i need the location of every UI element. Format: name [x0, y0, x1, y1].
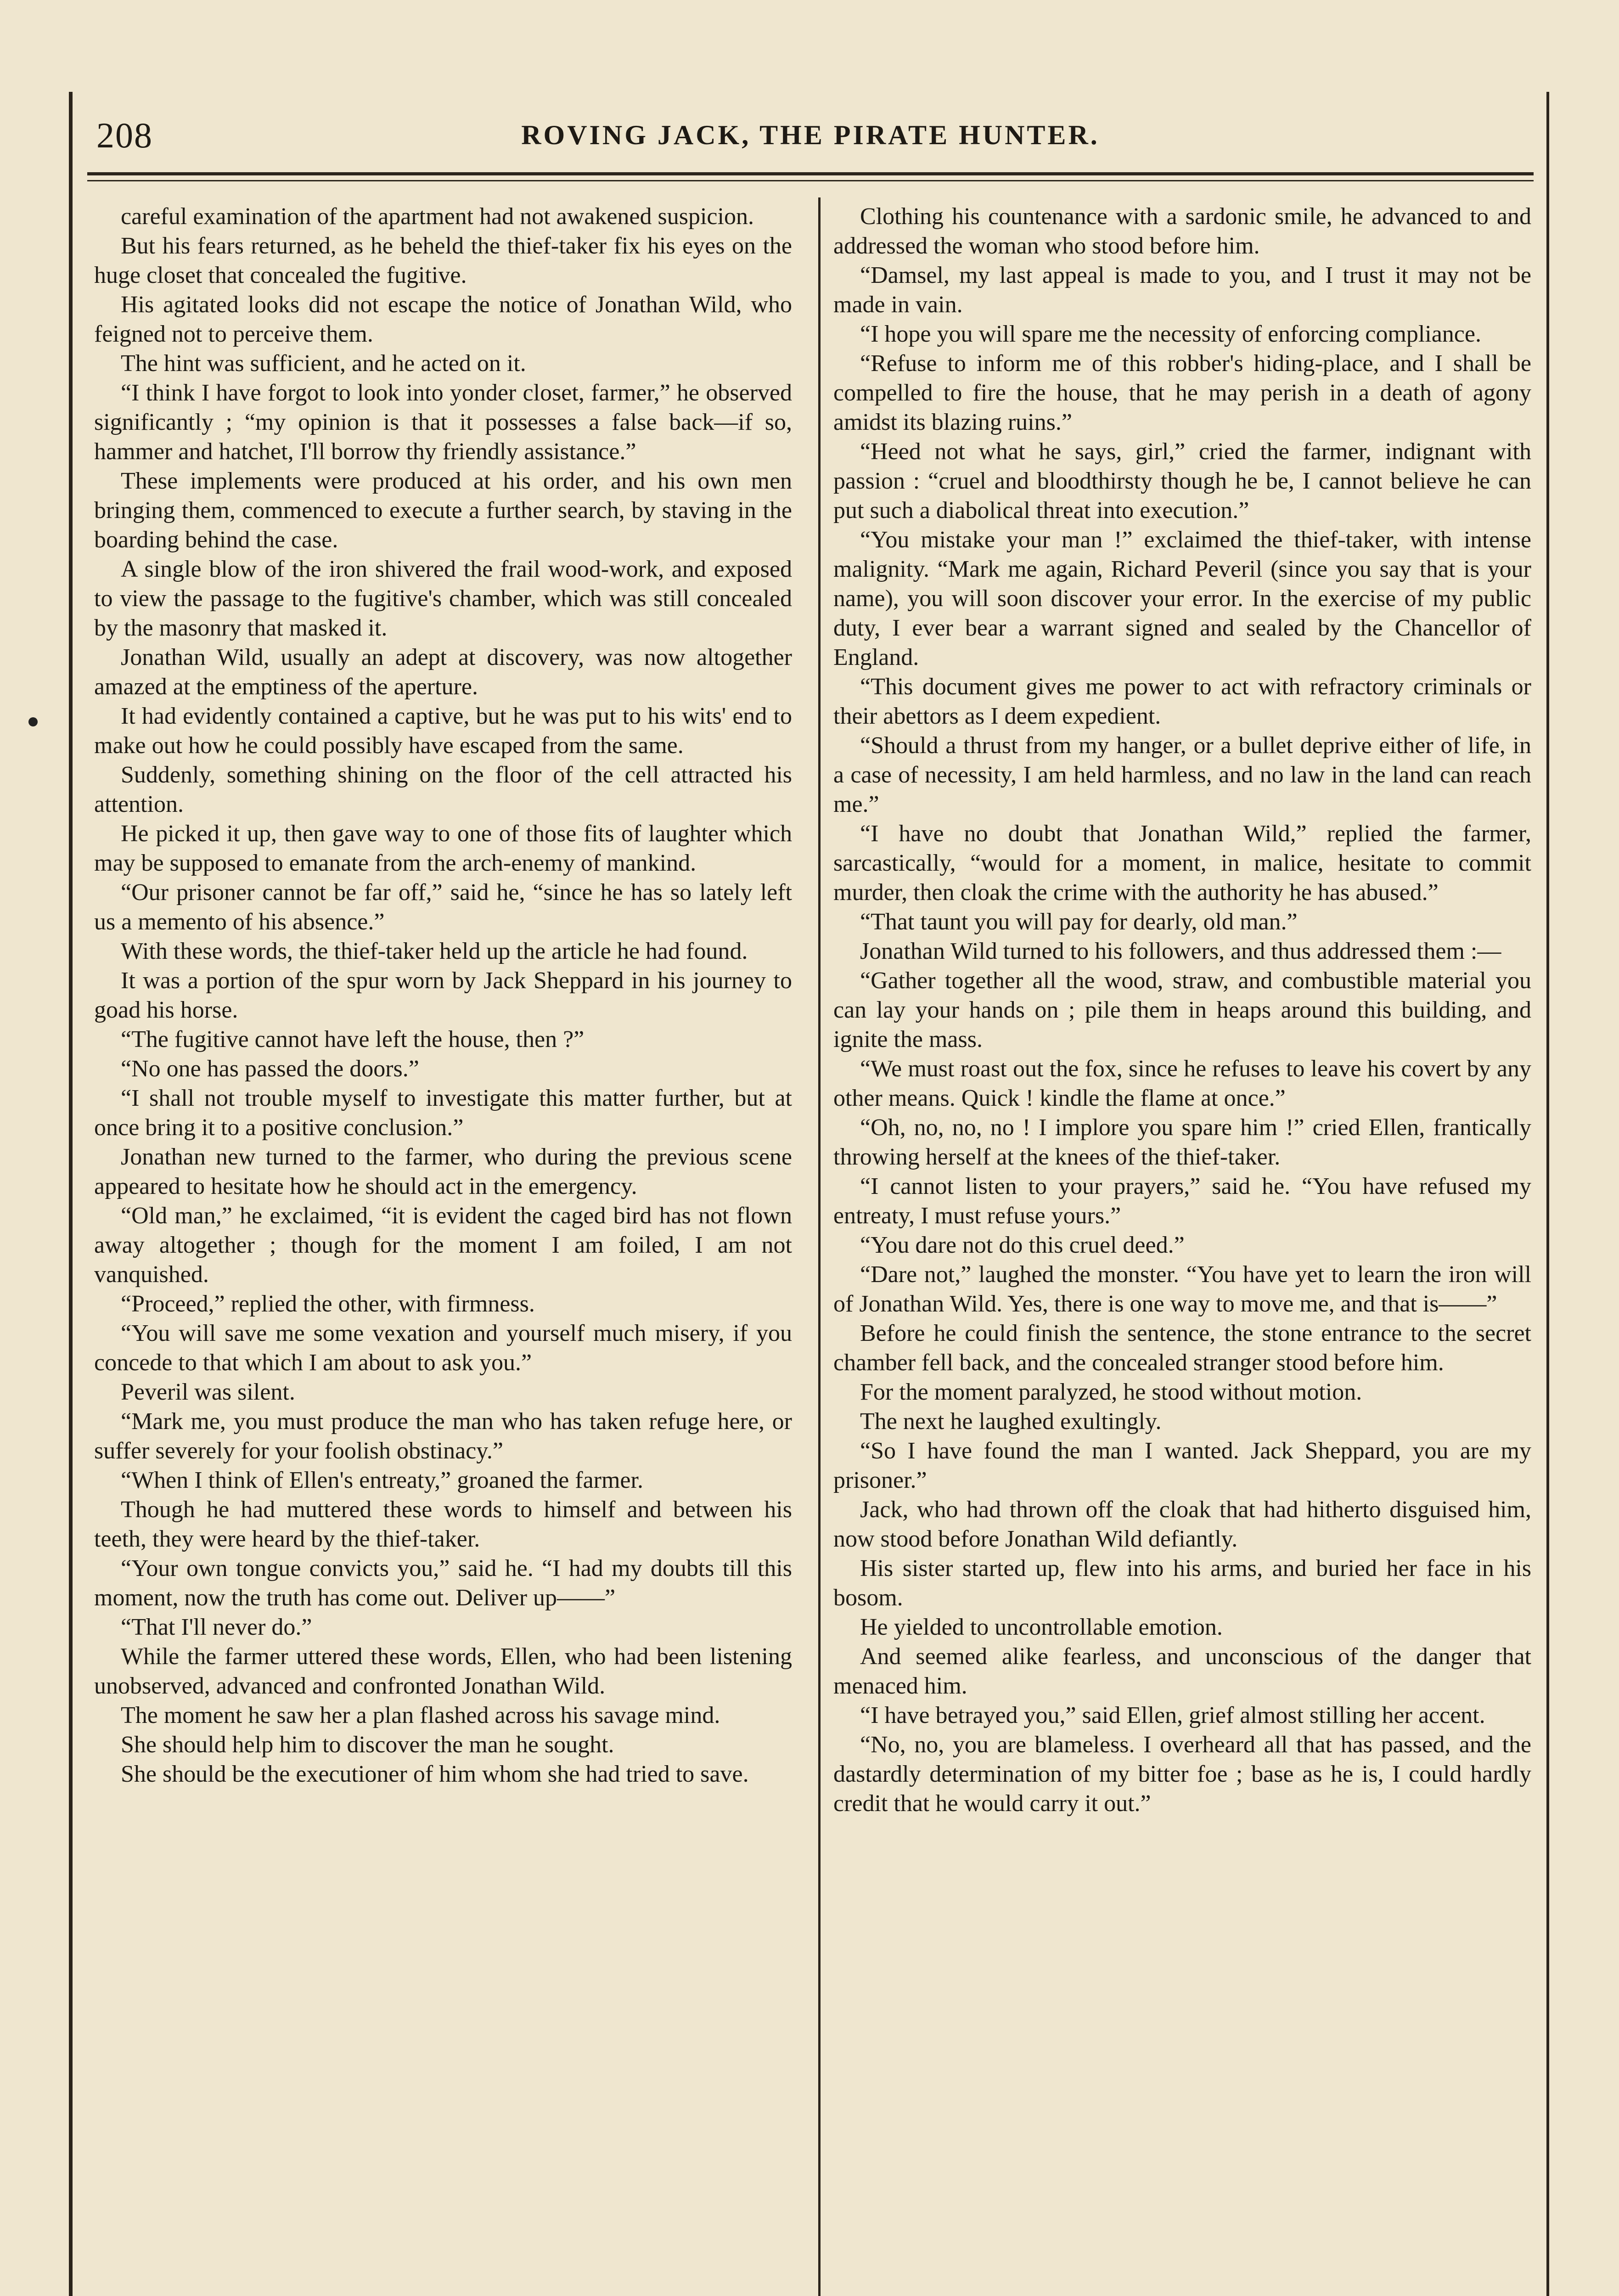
paragraph: “No, no, you are blameless. I overheard all that has passed, and the dastardly determination of my bitter foe ; base as he is, I could hardly credit that he would carry it out.”: [833, 1732, 1531, 1817]
page-header: [87, 110, 1534, 161]
paragraph: “Old man,” he exclaimed, “it is evident the caged bird has not flown away altogether ; though for the moment I am foiled, I am not vanquished.: [94, 1203, 792, 1288]
paragraph: “I shall not trouble myself to investigate this matter further, but at once bring it to a positive conclusion.”: [94, 1085, 792, 1141]
page-number: 208: [96, 115, 153, 155]
paragraph: careful examination of the apartment had not awakened suspicion.: [121, 203, 754, 230]
paragraph: “You mistake your man !” exclaimed the thief-taker, with intense malignity. “Mark me again, Richard Peveril (since you say that is your name), you will soon discover your error. In the exercise of my public duty, I ever bear a warrant signed and sealed by the Chancellor of England.: [833, 527, 1531, 670]
paragraph: “Oh, no, no, no ! I implore you spare him !” cried Ellen, frantically throwing herself at the knees of the thief-taker.: [833, 1114, 1531, 1170]
left-column: [94, 202, 792, 2296]
paragraph: “Should a thrust from my hanger, or a bullet deprive either of life, in a case of necessity, I am held harmless, and no law in the land can reach me.”: [833, 732, 1531, 817]
paragraph: “Refuse to inform me of this robber's hiding-place, and I shall be compelled to fire the house, that he may perish in a death of agony amidst its blazing ruins.”: [833, 350, 1531, 435]
paragraph: He picked it up, then gave way to one of those fits of laughter which may be supposed to emanate from the arch-enemy of mankind.: [94, 821, 792, 876]
paragraph: Though he had muttered these words to himself and between his teeth, they were heard by the thief-taker.: [94, 1497, 792, 1552]
paragraph: “No one has passed the doors.”: [121, 1056, 419, 1082]
paragraph: “That I'll never do.”: [121, 1614, 312, 1640]
paragraph: “Dare not,” laughed the monster. “You have yet to learn the iron will of Jonathan Wild. Yes, there is one way to move me, and that is——”: [833, 1261, 1531, 1317]
paragraph: For the moment paralyzed, he stood without motion.: [860, 1379, 1362, 1405]
paragraph: “Damsel, my last appeal is made to you, and I trust it may not be made in vain.: [833, 262, 1531, 318]
paragraph: The next he laughed exultingly.: [860, 1408, 1162, 1435]
paragraph: Peveril was silent.: [121, 1379, 295, 1405]
paragraph: “So I have found the man I wanted. Jack Sheppard, you are my prisoner.”: [833, 1438, 1531, 1493]
paragraph: “Mark me, you must produce the man who has taken refuge here, or suffer severely for your foolish obstinacy.”: [94, 1408, 792, 1464]
paragraph: And seemed alike fearless, and unconscious of the danger that menaced him.: [833, 1643, 1531, 1699]
column-divider: [818, 197, 821, 2296]
paragraph: The moment he saw her a plan flashed across his savage mind.: [121, 1702, 720, 1728]
paragraph: “Proceed,” replied the other, with firmness.: [121, 1291, 535, 1317]
paragraph: “We must roast out the fox, since he refuses to leave his covert by any other means. Quick ! kindle the flame at once.”: [833, 1056, 1531, 1111]
paragraph: While the farmer uttered these words, Ellen, who had been listening unobserved, advanced and confronted Jonathan Wild.: [94, 1643, 792, 1699]
paragraph: She should help him to discover the man he sought.: [121, 1732, 614, 1758]
paragraph: “I have no doubt that Jonathan Wild,” replied the farmer, sarcastically, “would for a moment, in malice, hesitate to commit murder, then cloak the crime with the authority he has abused.”: [833, 821, 1531, 906]
paragraph: “I think I have forgot to look into yonder closet, farmer,” he observed significantly ; “my opinion is that it possesses a false back—if so, hammer and hatchet, I'll borrow thy friendly assistance.”: [94, 380, 792, 465]
paragraph: “When I think of Ellen's entreaty,” groaned the farmer.: [121, 1467, 643, 1493]
paragraph: A single blow of the iron shivered the frail wood-work, and exposed to view the passage to the fugitive's chamber, which was still concealed by the masonry that masked it.: [94, 556, 792, 641]
paragraph: She should be the executioner of him whom she had tried to save.: [121, 1761, 749, 1787]
paragraph: With these words, the thief-taker held up the article he had found.: [121, 938, 748, 964]
paragraph: “Heed not what he says, girl,” cried the farmer, indignant with passion : “cruel and bloodthirsty though he be, I cannot believe he can put such a diabolical threat into execution.”: [833, 439, 1531, 523]
paragraph: “Gather together all the wood, straw, and combustible material you can lay your hands on ; pile them in heaps around this building, and ignite the mass.: [833, 968, 1531, 1052]
paragraph: “Your own tongue convicts you,” said he. “I had my doubts till this moment, now the truth has come out. Deliver up——”: [94, 1555, 792, 1611]
paragraph: Suddenly, something shining on the floor of the cell attracted his attention.: [94, 762, 792, 817]
paragraph: Jack, who had thrown off the cloak that had hitherto disguised him, now stood before Jonathan Wild defiantly.: [833, 1497, 1531, 1552]
paragraph: “You will save me some vexation and yourself much misery, if you concede to that which I am about to ask you.”: [94, 1320, 792, 1376]
paragraph: The hint was sufficient, and he acted on it.: [121, 350, 526, 377]
paragraph: It was a portion of the spur worn by Jack Sheppard in his journey to goad his horse.: [94, 968, 792, 1023]
paragraph: Jonathan Wild, usually an adept at discovery, was now altogether amazed at the emptiness of the aperture.: [94, 644, 792, 700]
header-rule-thin: [87, 180, 1534, 181]
right-column: [833, 202, 1531, 2296]
paragraph: But his fears returned, as he beheld the thief-taker fix his eyes on the huge closet that concealed the fugitive.: [94, 233, 792, 288]
margin-mark: [28, 717, 38, 726]
paragraph: Jonathan Wild turned to his followers, and thus addressed them :—: [860, 938, 1501, 964]
running-title: ROVING JACK, THE PIRATE HUNTER.: [521, 120, 1100, 150]
paragraph: “That taunt you will pay for dearly, old man.”: [860, 909, 1298, 935]
paragraph: His agitated looks did not escape the notice of Jonathan Wild, who feigned not to perceive them.: [94, 292, 792, 347]
header-rule: [87, 172, 1534, 175]
paragraph: “The fugitive cannot have left the house, then ?”: [121, 1026, 585, 1052]
paragraph: “I hope you will spare me the necessity of enforcing compliance.: [860, 321, 1481, 347]
paragraph: It had evidently contained a captive, but he was put to his wits' end to make out how he could possibly have escaped from the same.: [94, 703, 792, 759]
paragraph: “Our prisoner cannot be far off,” said he, “since he has so lately left us a memento of his absence.”: [94, 879, 792, 935]
paragraph: These implements were produced at his order, and his own men bringing them, commenced to execute a further search, by staving in the boarding behind the case.: [94, 468, 792, 553]
paragraph: “You dare not do this cruel deed.”: [860, 1232, 1185, 1258]
paragraph: His sister started up, flew into his arms, and buried her face in his bosom.: [833, 1555, 1531, 1611]
paragraph: “This document gives me power to act with refractory criminals or their abettors as I deem expedient.: [833, 674, 1531, 729]
paragraph: Clothing his countenance with a sardonic smile, he advanced to and addressed the woman who stood before him.: [833, 203, 1531, 259]
paragraph: “I cannot listen to your prayers,” said he. “You have refused my entreaty, I must refuse yours.”: [833, 1173, 1531, 1229]
paragraph: “I have betrayed you,” said Ellen, grief almost stilling her accent.: [860, 1702, 1485, 1728]
paragraph: Jonathan new turned to the farmer, who during the previous scene appeared to hesitate how he should act in the emergency.: [94, 1144, 792, 1199]
paragraph: Before he could finish the sentence, the stone entrance to the secret chamber fell back, and the concealed stranger stood before him.: [833, 1320, 1531, 1376]
paragraph: He yielded to uncontrollable emotion.: [860, 1614, 1223, 1640]
